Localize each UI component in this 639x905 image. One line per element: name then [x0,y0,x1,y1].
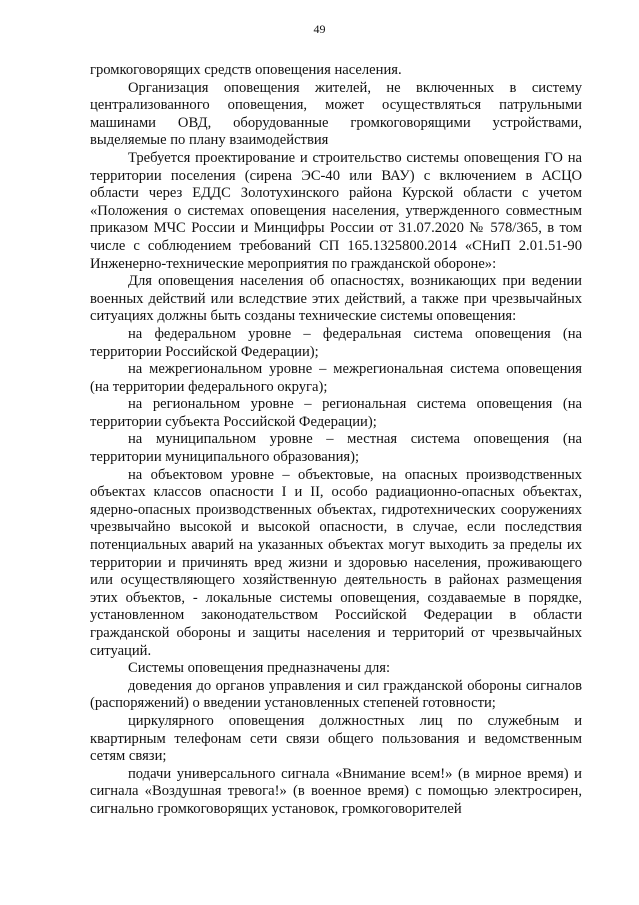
paragraph-circular-alert: циркулярного оповещения должностных лиц по служебным и квартирным телефонам сети связи общего пользования и ведомственным сетям связи; [90,712,582,765]
paragraph-organization: Организация оповещения жителей, не включенных в систему централизованного оповещения, может осуществляться патрульными машинами ОВД, оборудованные громкоговорящими устройствами, выделяемые по плану взаимодействия [90,79,582,149]
paragraph-alert-purpose: Для оповещения населения об опасностях, возникающих при ведении военных действий или вследствие этих действий, а также при чрезвычайных ситуациях должны быть созданы технические системы оповещения: [90,273,582,325]
paragraph-regional-level: на региональном уровне – региональная система оповещения (на территории субъекта Российской Федерации); [90,396,582,430]
paragraph-signals-delivery: доведения до органов управления и сил гражданской обороны сигналов (распоряжений) о введении установленных степеней готовности; [90,677,582,712]
paragraph-systems-purpose: Системы оповещения предназначены для: [128,660,391,677]
paragraph-object-level: на объектовом уровне – объектовые, на опасных производственных объектах классов опасности I и II, особо радиационно-опасных объектах, ядерно-опасных производственных объектах, гидротехнических сооружениях чрезвычайно высокой и высокой опасности, в случае, если последствия потенциальных аварий на указанных объектах могут выходить за пределы их территории и причинять вред жизни и здоровью населения, проживающего или осуществляющего хозяйственную деятельность в районах размещения этих объектов, - локальные системы оповещения, создаваемые в порядке, установленном законодательством Российской Федерации в области гражданской обороны и защиты населения и территорий от чрезвычайных ситуаций. [90,466,582,659]
document-body [90,62,582,819]
paragraph-continuation: громкоговорящих средств оповещения населения. [90,62,402,78]
paragraph-requirements: Требуется проектирование и строительство системы оповещения ГО на территории поселения (сирена ЭС-40 или ВАУ) с включением в АСЦО области через ЕДДС Золотухинского района Курской области с учетом «Положения о системах оповещения населения, утвержденного совместным приказом МЧС России и Минцифры России от 31.07.2020 № 578/365, в том числе с соблюдением требований СП 165.1325800.2014 «СНиП 2.01.51-90 Инженерно-технические мероприятия по гражданской обороне»: [90,149,582,272]
paragraph-federal-level: на федеральном уровне – федеральная система оповещения (на территории Российской Федерации); [90,325,582,360]
paragraph-universal-signal: подачи универсального сигнала «Внимание всем!» (в мирное время) и сигнала «Воздушная тревога!» (в военное время) с помощью электросирен, сигнально громкоговорящих установок, громкоговорителей [90,765,582,817]
paragraph-interregional-level: на межрегиональном уровне – межрегиональная система оповещения (на территории федерального округа); [90,361,582,395]
page-number: 49 [313,22,326,36]
paragraph-municipal-level: на муниципальном уровне – местная система оповещения (на территории муниципального образования); [90,431,582,466]
